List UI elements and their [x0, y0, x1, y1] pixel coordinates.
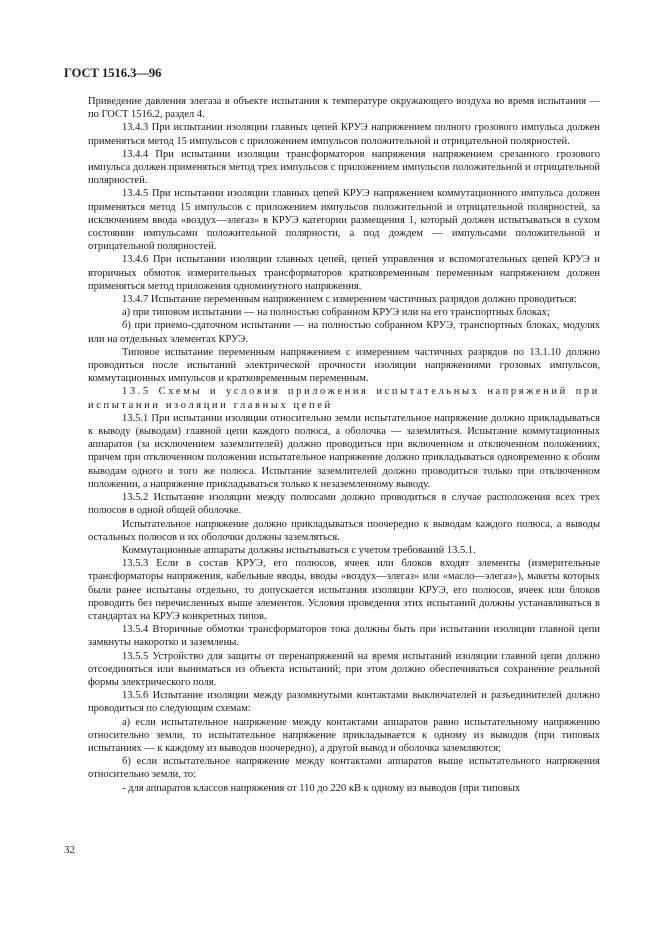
paragraph: 13.5.1 При испытании изоляции относительно земли испытательное напряжение должно прикладываться к выводу (выводам) главной цепи каждого полюса, а оболочка — заземляться. Испытание коммутационных аппаратов (за исключением заземлителей) должно проводиться при включенном и отключенном положениях, причем при отключенном положении испытательное напряжение должно прикладываться одновременно к обоим выводам одного и того же полюса. Испытание заземлителей должно проводиться только при отключенном положении, а напряжение прикладываться только к незаземленному выводу. — [88, 412, 600, 490]
paragraph: 13.4.4 При испытании изоляции трансформаторов напряжения напряжением срезанного грозового импульса должен применяться метод трех импульсов с приложением импульсов положительной и отрицательной полярностей. — [88, 148, 600, 187]
paragraph: 13.5.3 Если в состав КРУЭ, его полюсов, ячеек или блоков входят элементы (измерительные трансформаторы напряжения, кабельные вводы, вводы «воздух—элегаз» или «масло—элегаз»), макеты которых были ранее испытаны отдельно, то допускается испытания изоляции КРУЭ, его полюсов, ячеек или блоков проводить без перечисленных выше элементов. Условия проведения этих испытаний должны устанавливаться в стандартах на КРУЭ конкретных типов. — [88, 558, 600, 622]
list-item: а) при типовом испытании — на полностью собранном КРУЭ или на его транспортных блоках; — [122, 307, 550, 319]
paragraph: 13.4.6 При испытании изоляции главных цепей, цепей управления и вспомогательных цепей КРУЭ и вторичных обмоток измерительных трансформаторов кратковременным переменным напряжением должен применяться метод приложения одноминутного напряжения. — [88, 254, 600, 292]
list-item: б) если испытательное напряжение между контактами аппаратов выше испытательного напряжения относительно земли, то: — [88, 756, 600, 781]
paragraph: 13.4.7 Испытание переменным напряжением с измерением частичных разрядов должно проводиться: — [122, 294, 577, 306]
paragraph: Типовое испытание переменным напряжением с измерением частичных разрядов по 13.1.10 должно проводиться после испытаний электрической прочности изоляции напряжениями грозовых импульсов, коммутационных импульсов и кратковременным переменным. — [88, 346, 600, 385]
paragraph: 13.4.5 При испытании изоляции главных цепей КРУЭ напряжением коммутационного импульса должен применяться метод 15 импульсов с приложением импульсов положительной и отрицательной полярностей, за исключением ввода «воздух—элегаз» в КРУЭ категории размещения 1, который должен испытываться в сухом состоянии импульсами положительной полярности, а под дождем — импульсами положительной и отрицательной полярностей. — [88, 188, 600, 253]
document-header: ГОСТ 1516.3—96 — [64, 66, 162, 80]
section-heading: 13.5 Схемы и условия приложения испытательных напряжений при испытании изоляции главных цепей — [88, 386, 600, 411]
document-body — [88, 95, 600, 795]
paragraph: Испытательное напряжение должно прикладываться поочередно к выводам каждого полюса, а выводы остальных полюсов и их оболочки должны заземляться. — [88, 518, 600, 543]
paragraph: 13.4.3 При испытании изоляции главных цепей КРУЭ напряжением полного грозового импульса должен применяться метод 15 импульсов с приложением импульсов положительной и отрицательной полярностей. — [88, 122, 600, 147]
page-number: 32 — [64, 844, 75, 856]
paragraph: 13.5.2 Испытание изоляции между полюсами должно проводиться в случае расположения всех трех полюсов в одной общей оболочке. — [88, 492, 600, 517]
list-item: а) если испытательное напряжение между контактами аппаратов равно испытательному напряжению относительно земли, то испытательное напряжение прикладывается к одному из выводов (при типовых испытаниях — к каждому из выводов поочередно), а другой вывод и оболочка заземляются; — [88, 716, 600, 754]
list-item: - для аппаратов классов напряжения от 110 до 220 кВ к одному из выводов (при типовых — [122, 782, 521, 794]
paragraph: Коммутационные аппараты должны испытываться с учетом требований 13.5.1. — [122, 544, 476, 556]
paragraph: 13.5.6 Испытание изоляции между разомкнутыми контактами выключателей и разъединителей должно проводиться по следующим схемам: — [88, 690, 600, 715]
paragraph: 13.5.4 Вторичные обмотки трансформаторов тока должны быть при испытании изоляции главной цепи замкнуты накоротко и заземлены. — [88, 624, 600, 649]
paragraph: 13.5.5 Устройство для защиты от перенапряжений на время испытаний изоляции главной цепи должно отсоединяться или выниматься из объекта испытаний; при этом должно обеспечиваться сохранение реальной формы электрического поля. — [88, 650, 600, 688]
list-item: б) при приемо-сдаточном испытании — на полностью собранном КРУЭ, транспортных блоках, модулях или на отдельных элементах КРУЭ. — [88, 320, 600, 345]
paragraph: Приведение давления элегаза в объекте испытания к температуре окружающего воздуха во время испытания — по ГОСТ 1516.2, раздел 4. — [88, 96, 600, 121]
